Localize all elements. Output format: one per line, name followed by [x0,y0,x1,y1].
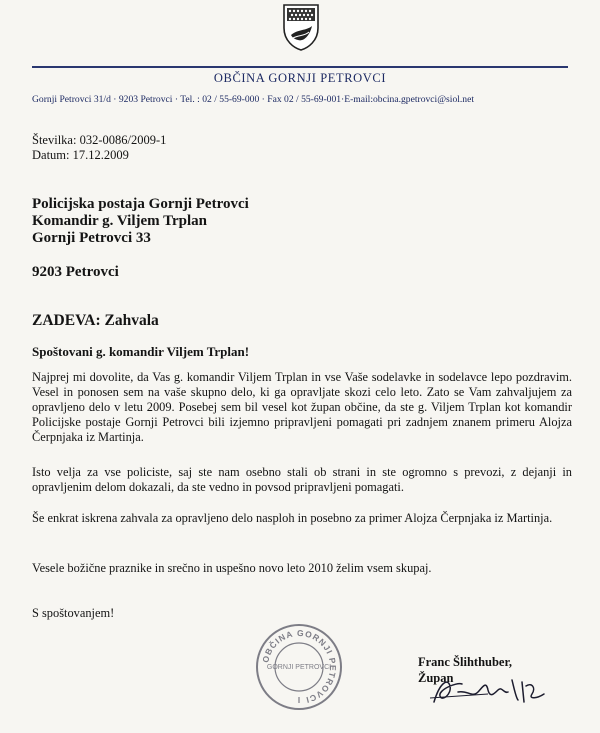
signer-name: Franc Šlihthuber, [418,655,513,669]
stamp-ring-text: OBČINA GORNJI PETROVCI [260,627,339,706]
signer-title: Župan [418,671,454,685]
coat-of-arms-icon [281,2,321,52]
reference-number: Številka: 032-0086/2009-1 [32,133,167,147]
recipient-line: Policijska postaja Gornji Petrovci [32,196,249,212]
handwritten-signature [428,672,558,708]
recipient-line: Komandir g. Viljem Trplan [32,213,208,229]
recipient-line: Gornji Petrovci 33 [32,230,151,246]
contact-line: Gornji Petrovci 31/d · 9203 Petrovci · Tel. : 02 / 55-69-000 · Fax 02 / 55-69-001·E-mail:obcina.gpetrovci@siol.net [32,94,475,105]
subject-line: ZADEVA: Zahvala [32,312,159,329]
body-paragraph: Najprej mi dovolite, da Vas g. komandir Viljem Trplan in vse Vaše sodelavke in sodelavce lepo pozdravim. Vesel in ponosen sem na vaše skupno delo, ki ga opravljate skozi celo leto. Zato se Vam zahvaljujem za opravljeno delo v letu 2009. Posebej sem bil vesel kot župan občine, da ste g. Viljem Trplan kot komandir Policijske postaje Gornji Petrovci bili izjemno pripravljeni pomagati pri zadnjem znanem primeru Alojza Čerpnjaka iz Martinja. [32,370,572,444]
stamp-center-text: GORNJI PETROVCI [266,664,332,671]
body-paragraph: Še enkrat iskrena zahvala za opravljeno delo nasploh in posebno za primer Alojza Čerpnjaka iz Martinja. [32,511,553,525]
reference-date: Datum: 17.12.2009 [32,148,129,162]
salutation: Spoštovani g. komandir Viljem Trplan! [32,344,250,359]
header-rule [32,66,568,68]
body-paragraph: Isto velja za vse policiste, saj ste nam osebno stali ob strani in ste ogromno s prevozi, z dejanji in opravljenim delom dokazali, da ste vedno in povsod pripravljeni pomagati. [32,465,572,494]
recipient-postcode: 9203 Petrovci [32,264,119,280]
closing: S spoštovanjem! [32,606,115,620]
municipality-name: OBČINA GORNJI PETROVCI [213,71,387,85]
body-paragraph: Vesele božične praznike in srečno in uspešno novo leto 2010 želim vsem skupaj. [32,561,432,575]
official-stamp [255,623,343,711]
